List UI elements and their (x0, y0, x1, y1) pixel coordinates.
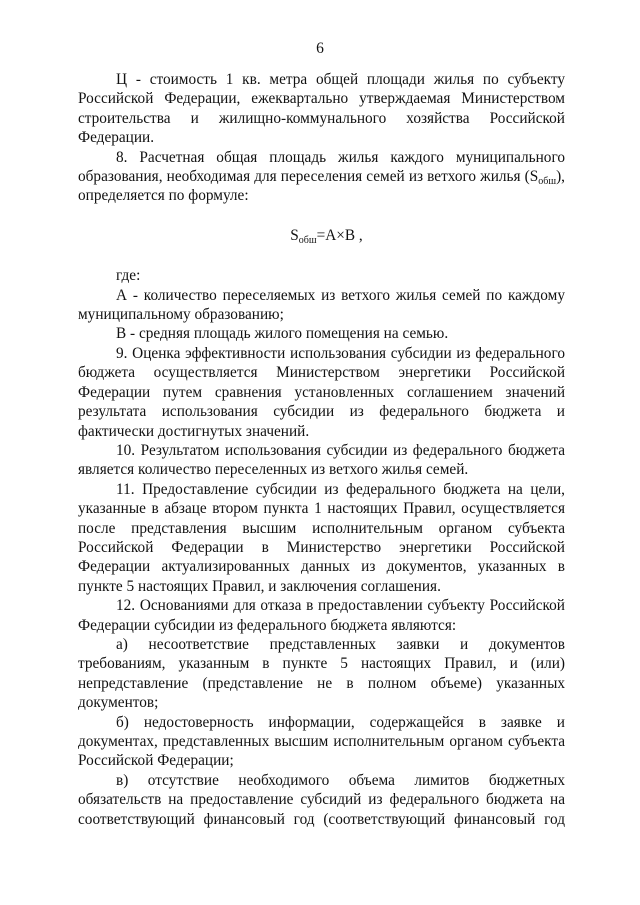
paragraph-12b: б) недостоверность информации, содержащейся в заявке и документах, представленных высшим исполнительным органом субъекта Российской Федерации; (78, 713, 565, 770)
paragraph-12a: а) несоответствие представленных заявки и документов требованиям, указанным в пункте 5 настоящих Правил, и (или) непредставление (представление не в полном объеме) указанных документов; (78, 635, 565, 712)
paragraph-8-text-end: ), определяется по формуле: (78, 168, 565, 205)
paragraph-10: 10. Результатом использования субсидии из федерального бюджета является количество переселенных из ветхого жилья семей. (78, 441, 565, 479)
definition-a: А - количество переселяемых из ветхого жилья семей по каждому муниципальному образованию; (78, 286, 565, 324)
where-label: где: (116, 267, 141, 285)
formula-expression: =А×В , (316, 226, 363, 244)
paragraph-8-text: 8. Расчетная общая площадь жилья каждого муниципального образования, необходимая для переселения семей из ветхого жилья (S (78, 148, 565, 186)
formula-subscript: обш (298, 234, 317, 246)
paragraph-8 (78, 148, 565, 206)
paragraph-9: 9. Оценка эффективности использования субсидии из федерального бюджета осуществляется Министерством энергетики Российской Федерации путем сравнения установленных соглашением значений результата использования субсидии из федерального бюджета и фактически достигнутых значений. (78, 344, 565, 440)
document-body (78, 70, 565, 829)
paragraph-11: 11. Предоставление субсидии из федерального бюджета на цели, указанные в абзаце втором пункта 1 настоящих Правил, осуществляется после представления высшим исполнительным органом субъекта Российской Федерации в Министерство энергетики Российской Федерации актуализированных данных из документов, указанных в пункте 5 настоящих Правил, и заключения соглашения. (78, 480, 565, 595)
definition-b: В - средняя площадь жилого помещения на семью. (116, 325, 449, 343)
paragraph-12: 12. Основаниями для отказа в предоставлении субъекту Российской Федерации субсидии из федерального бюджета являются: (78, 597, 565, 634)
paragraph-cost-definition: Ц - стоимость 1 кв. метра общей площади жилья по субъекту Российской Федерации, ежеквартально утверждаемая Министерством строительства и жилищно-коммунального хозяйства Российской Федерации. (78, 71, 565, 147)
paragraph-8-subscript: обш (538, 176, 557, 188)
page-number: 6 (316, 40, 324, 57)
formula-symbol: S (290, 226, 299, 244)
area-formula (78, 226, 565, 245)
paragraph-12c: в) отсутствие необходимого объема лимитов бюджетных обязательств на предоставление субсидий из федерального бюджета на соответствующий финансовый год (соответствующий финансовый год (78, 771, 565, 828)
